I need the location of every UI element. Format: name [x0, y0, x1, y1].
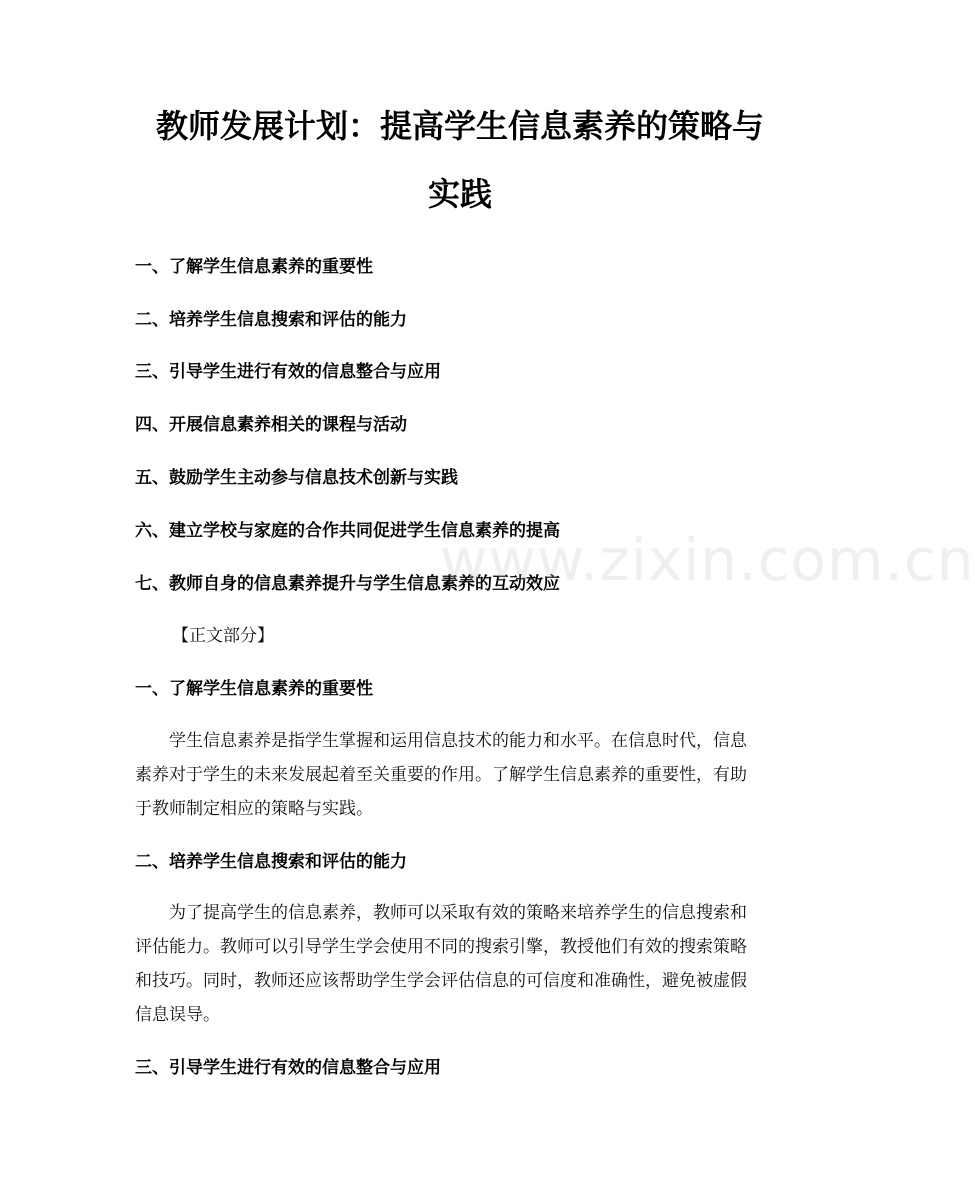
section-heading-2: 二、培养学生信息搜索和评估的能力: [135, 852, 407, 872]
toc-item-7: 七、教师自身的信息素养提升与学生信息素养的互动效应: [135, 574, 560, 594]
paragraph-line: 学生信息素养是指学生掌握和运用信息技术的能力和水平。在信息时代，信息: [169, 731, 747, 751]
toc-item-3: 三、引导学生进行有效的信息整合与应用: [135, 362, 441, 382]
toc-item-5: 五、鼓励学生主动参与信息技术创新与实践: [135, 468, 458, 488]
watermark: www.zixin.com.cn: [440, 526, 975, 594]
section-heading-1: 一、了解学生信息素养的重要性: [135, 679, 373, 699]
toc-item-1: 一、了解学生信息素养的重要性: [135, 257, 373, 277]
section-label: 【正文部分】: [172, 626, 274, 646]
document-title-line-1: 教师发展计划：提高学生信息素养的策略与: [155, 107, 764, 145]
paragraph-line: 素养对于学生的未来发展起着至关重要的作用。了解学生信息素养的重要性，有助: [135, 765, 747, 785]
section-heading-3: 三、引导学生进行有效的信息整合与应用: [135, 1058, 441, 1078]
paragraph-line: 信息误导。: [135, 1005, 220, 1025]
toc-item-4: 四、开展信息素养相关的课程与活动: [135, 415, 407, 435]
document-title-line-2: 实践: [427, 175, 492, 213]
paragraph-line: 为了提高学生的信息素养，教师可以采取有效的策略来培养学生的信息搜索和: [169, 903, 747, 923]
toc-item-2: 二、培养学生信息搜索和评估的能力: [135, 310, 407, 330]
paragraph-line: 评估能力。教师可以引导学生学会使用不同的搜索引擎，教授他们有效的搜索策略: [135, 937, 747, 957]
toc-item-6: 六、建立学校与家庭的合作共同促进学生信息素养的提高: [135, 521, 560, 541]
paragraph-line: 于教师制定相应的策略与实践。: [135, 799, 373, 819]
paragraph-line: 和技巧。同时，教师还应该帮助学生学会评估信息的可信度和准确性，避免被虚假: [135, 971, 747, 991]
